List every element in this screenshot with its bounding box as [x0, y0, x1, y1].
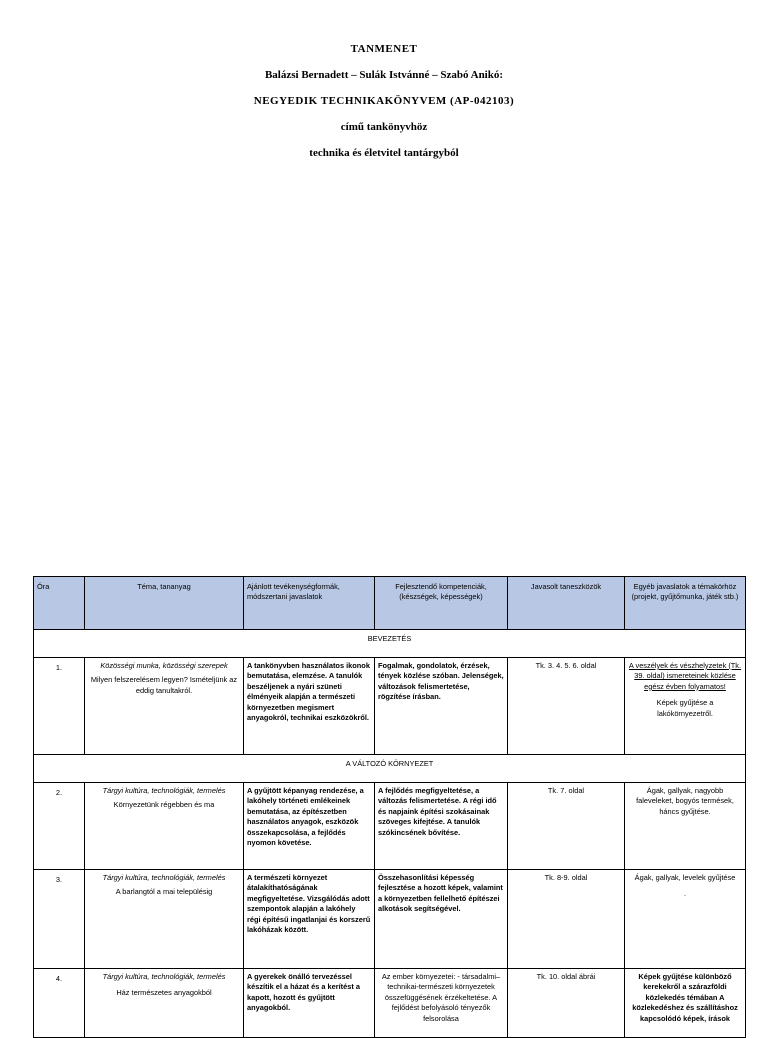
topic-category: Közösségi munka, közösségi szerepek	[100, 661, 228, 670]
other-cell: Képek gyűjtése különböző kerekekről a szárazföldi közlekedés témában A közlekedéshez és szállításhoz kapcsolódó képek, írások	[625, 969, 746, 1038]
topic-title: Milyen felszerelésem legyen? Ismételjünk az eddig tanultakról.	[90, 675, 238, 695]
topic-title: Környezetünk régebben és ma	[113, 800, 215, 810]
header-ora: Óra	[34, 577, 85, 630]
lesson-number: 1.	[34, 658, 85, 755]
header-taneszkozok: Javasolt taneszközök	[508, 577, 625, 630]
tools-cell: Tk. 7. oldal	[508, 783, 625, 870]
tools-cell: Tk. 8-9. oldal	[508, 870, 625, 969]
other-cell	[625, 658, 746, 755]
topic-category: Tárgyi kultúra, technológiák, termelés	[102, 972, 226, 981]
book-subtitle: című tankönyvhöz	[340, 121, 428, 133]
lesson-number: 3.	[34, 870, 85, 969]
authors-line: Balázsi Bernadett – Sulák Istvánné – Szabó Anikó:	[264, 69, 504, 81]
topic-category: Tárgyi kultúra, technológiák, termelés	[102, 873, 226, 882]
table-row	[34, 783, 746, 870]
lesson-number: 2.	[34, 783, 85, 870]
other-note-dot: .	[683, 889, 687, 899]
table-row	[34, 969, 746, 1038]
topic-cell	[85, 658, 244, 755]
curriculum-table	[33, 576, 746, 1038]
other-cell: Ágak, gallyak, nagyobb faleveleket, bogyós termések, háncs gyűjtése.	[625, 783, 746, 870]
competencies-cell: Fogalmak, gondolatok, érzések, tények közlése szóban. Jelenségek, változások felismertetése, rögzítése írásban.	[375, 658, 508, 755]
table-row	[34, 870, 746, 969]
other-note: Képek gyűjtése a lakókörnyezetről.	[656, 698, 714, 718]
table-header-row	[34, 577, 746, 630]
header-kompetenciak: Fejlesztendő kompetenciák, (készségek, képességek)	[375, 577, 508, 630]
topic-title: A barlangtól a mai településig	[115, 887, 213, 897]
activities-cell: A gyerekek önálló tervezéssel készítik el a házat és a kerítést a kapott, hozott és gyűjtött anyagokból.	[244, 969, 375, 1038]
activities-cell: A természeti környezet átalakíthatóságának megfigyeltetése. Vizsgálódás adott szempontok alapján a lakóhely régi építésű ingatlanjai és korszerű lakóházak között.	[244, 870, 375, 969]
topic-category: Tárgyi kultúra, technológiák, termelés	[102, 786, 226, 795]
competencies-cell: Az ember környezetei: - társadalmi–technikai-természeti környezetek összefüggésének érzékeltetése. A fejlődést befolyásoló tényezők felsorolása	[375, 969, 508, 1038]
activities-cell: A tankönyvben használatos ikonok bemutatása, elemzése. A tanulók beszéljenek a nyári szüneti élményeik alapján a természeti környezetben megismert anyagokról, technikai eszközökről.	[244, 658, 375, 755]
section-title: BEVEZETÉS	[34, 630, 746, 658]
topic-cell	[85, 870, 244, 969]
header-egyeb: Egyéb javaslatok a témakörhöz (projekt, gyűjtőmunka, játék stb.)	[625, 577, 746, 630]
topic-title: Ház természetes anyagokból	[116, 988, 212, 998]
document-title: TANMENET	[350, 43, 418, 55]
table-row	[34, 658, 746, 755]
section-row	[34, 755, 746, 783]
book-title: NEGYEDIK TECHNIKAKÖNYVEM (AP-042103)	[253, 95, 515, 107]
header-tevekenyseg: Ajánlott tevékenységformák, módszertani javaslatok	[244, 577, 375, 630]
document-header	[0, 40, 768, 170]
topic-cell	[85, 969, 244, 1038]
competencies-cell: A fejlődés megfigyeltetése, a változás felismertetése. A régi idő és napjaink építési szokásainak szöveges kifejtése. A tanulók szókincsének bővítése.	[375, 783, 508, 870]
other-note: Ágak, gallyak, levelek gyűjtése	[634, 873, 736, 882]
section-row	[34, 630, 746, 658]
competencies-cell: Összehasonlítási képesség fejlesztése a hozott képek, valamint a környezetben fellelhető építészei alkotások segítségével.	[375, 870, 508, 969]
other-cell	[625, 870, 746, 969]
tools-cell: Tk. 10. oldal ábrái	[508, 969, 625, 1038]
activities-cell: A gyűjtött képanyag rendezése, a lakóhely történeti emlékeinek bemutatása, az építészetben használatos anyagok, eszközök összekapcsolása, a fejlődés nyomon követése.	[244, 783, 375, 870]
tools-cell: Tk. 3. 4. 5. 6. oldal	[508, 658, 625, 755]
topic-cell	[85, 783, 244, 870]
subject-line: technika és életvitel tantárgyból	[309, 147, 459, 159]
section-title: A VÁLTOZÓ KÖRNYEZET	[34, 755, 746, 783]
other-note: A veszélyek és vészhelyzetek (Tk. 39. oldal) ismereteinek közlése egész évben folyamatos!	[628, 661, 742, 691]
header-tema: Téma, tananyag	[85, 577, 244, 630]
lesson-number: 4.	[34, 969, 85, 1038]
